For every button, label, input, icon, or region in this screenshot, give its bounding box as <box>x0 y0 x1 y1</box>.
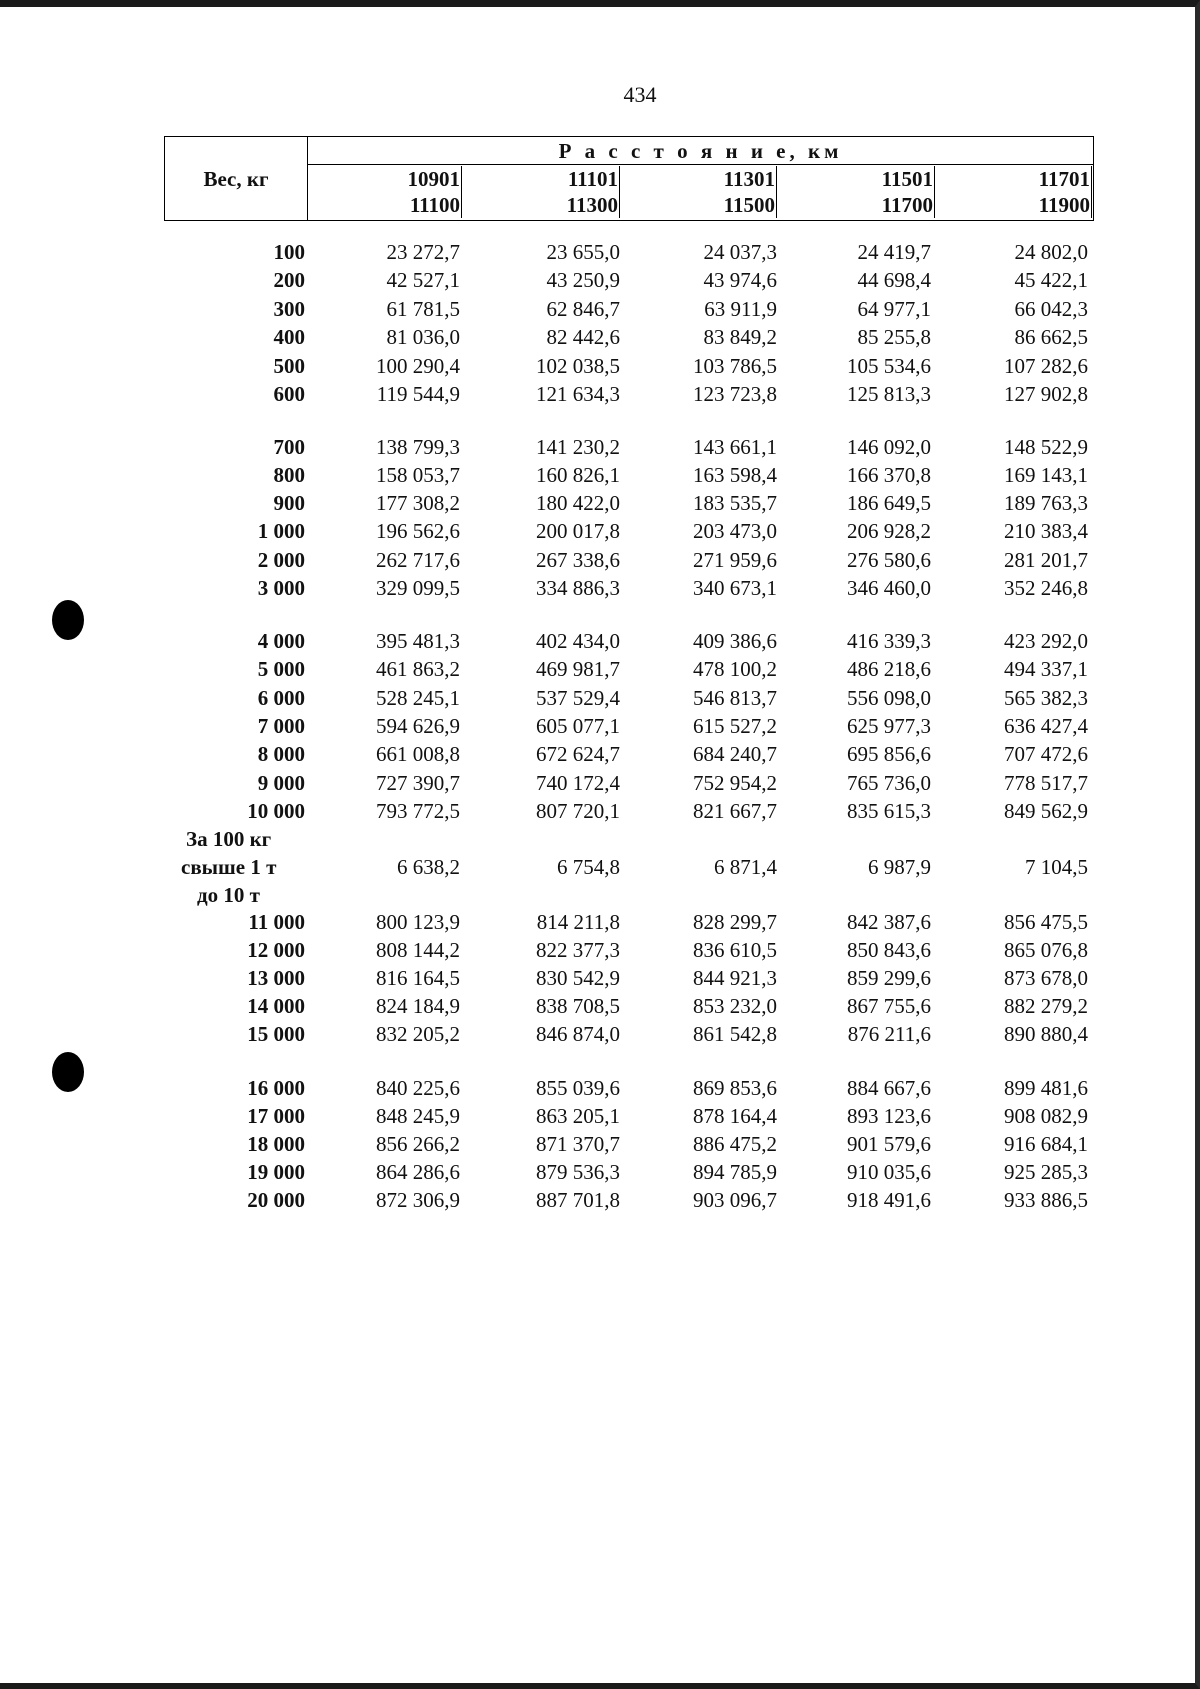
rate-cell: 727 390,7 <box>376 771 460 795</box>
range-to: 11300 <box>566 193 618 217</box>
rate-cell: 102 038,5 <box>536 354 620 378</box>
table-row <box>0 684 1200 712</box>
weight-cell: 100 <box>273 240 305 264</box>
page-number: 434 <box>623 82 657 107</box>
rate-cell: 800 123,9 <box>376 910 460 934</box>
rate-cell: 848 245,9 <box>376 1104 460 1128</box>
weight-cell: 800 <box>273 463 305 487</box>
rate-cell: 910 035,6 <box>847 1160 931 1184</box>
rate-cell: 878 164,4 <box>693 1104 777 1128</box>
weight-cell: 900 <box>273 491 305 515</box>
table-row <box>0 546 1200 574</box>
weight-cell: 4 000 <box>257 629 305 653</box>
rate-cell: 849 562,9 <box>1004 799 1088 823</box>
rate-cell: 281 201,7 <box>1004 548 1088 572</box>
rate-cell: 615 527,2 <box>693 714 777 738</box>
rate-cell: 838 708,5 <box>536 994 620 1018</box>
rate-cell: 844 921,3 <box>693 966 777 990</box>
rate-cell: 832 205,2 <box>376 1022 460 1046</box>
rate-cell: 43 974,6 <box>703 268 777 292</box>
rate-cell: 707 472,6 <box>1004 742 1088 766</box>
rate-cell: 486 218,6 <box>847 657 931 681</box>
distance-range-header <box>322 166 462 218</box>
rate-cell: 6 871,4 <box>714 855 777 879</box>
distance-header: Р а с с т о я н и е, км <box>308 137 1093 165</box>
rate-cell: 856 266,2 <box>376 1132 460 1156</box>
rate-cell: 853 232,0 <box>693 994 777 1018</box>
rate-cell: 189 763,3 <box>1004 491 1088 515</box>
range-from: 11301 <box>723 167 775 191</box>
rate-cell: 695 856,6 <box>847 742 931 766</box>
rate-cell: 346 460,0 <box>847 576 931 600</box>
rate-cell: 887 701,8 <box>536 1188 620 1212</box>
rate-cell: 44 698,4 <box>857 268 931 292</box>
rate-cell: 180 422,0 <box>536 491 620 515</box>
rate-cell: 6 754,8 <box>557 855 620 879</box>
weight-cell: 3 000 <box>257 576 305 600</box>
rate-cell: 82 442,6 <box>546 325 620 349</box>
rate-cell: 86 662,5 <box>1014 325 1088 349</box>
weight-cell: 12 000 <box>247 938 305 962</box>
rate-cell: 402 434,0 <box>536 629 620 653</box>
rate-cell: 908 082,9 <box>1004 1104 1088 1128</box>
distance-range-header <box>480 166 620 218</box>
rate-cell: 143 661,1 <box>693 435 777 459</box>
rate-cell: 840 225,6 <box>376 1076 460 1100</box>
rate-cell: 899 481,6 <box>1004 1076 1088 1100</box>
weight-cell: 2 000 <box>257 548 305 572</box>
distance-range-header <box>795 166 935 218</box>
weight-cell: 20 000 <box>247 1188 305 1212</box>
table-row <box>0 881 1200 909</box>
rate-cell: 100 290,4 <box>376 354 460 378</box>
rate-cell: 828 299,7 <box>693 910 777 934</box>
rate-cell: 105 534,6 <box>847 354 931 378</box>
weight-cell: 300 <box>273 297 305 321</box>
rate-cell: 62 846,7 <box>546 297 620 321</box>
rate-cell: 461 863,2 <box>376 657 460 681</box>
rate-cell: 45 422,1 <box>1014 268 1088 292</box>
rate-cell: 933 886,5 <box>1004 1188 1088 1212</box>
rate-cell: 423 292,0 <box>1004 629 1088 653</box>
table-row <box>0 627 1200 655</box>
rate-cell: 6 987,9 <box>868 855 931 879</box>
rate-cell: 85 255,8 <box>857 325 931 349</box>
rate-cell: 565 382,3 <box>1004 686 1088 710</box>
range-to: 11900 <box>1038 193 1090 217</box>
table-row <box>0 769 1200 797</box>
rate-cell: 884 667,6 <box>847 1076 931 1100</box>
rate-cell: 816 164,5 <box>376 966 460 990</box>
rate-cell: 334 886,3 <box>536 576 620 600</box>
rate-cell: 636 427,4 <box>1004 714 1088 738</box>
rate-cell: 855 039,6 <box>536 1076 620 1100</box>
rate-cell: 863 205,1 <box>536 1104 620 1128</box>
rate-cell: 203 473,0 <box>693 519 777 543</box>
table-row <box>0 1102 1200 1130</box>
rate-cell: 793 772,5 <box>376 799 460 823</box>
range-to: 11500 <box>723 193 775 217</box>
rate-cell: 107 282,6 <box>1004 354 1088 378</box>
rate-cell: 850 843,6 <box>847 938 931 962</box>
rate-cell: 869 853,6 <box>693 1076 777 1100</box>
rate-cell: 556 098,0 <box>847 686 931 710</box>
rate-cell: 127 902,8 <box>1004 382 1088 406</box>
rate-cell: 537 529,4 <box>536 686 620 710</box>
weight-cell: 700 <box>273 435 305 459</box>
table-row <box>0 461 1200 489</box>
rate-cell: 63 911,9 <box>704 297 777 321</box>
rate-cell: 409 386,6 <box>693 629 777 653</box>
rate-cell: 6 638,2 <box>397 855 460 879</box>
table-row <box>0 266 1200 294</box>
rate-cell: 925 285,3 <box>1004 1160 1088 1184</box>
rate-cell: 83 849,2 <box>703 325 777 349</box>
table-row <box>0 517 1200 545</box>
rate-cell: 138 799,3 <box>376 435 460 459</box>
rate-cell: 808 144,2 <box>376 938 460 962</box>
punch-hole <box>52 1052 84 1092</box>
weight-cell: 19 000 <box>247 1160 305 1184</box>
rate-cell: 836 610,5 <box>693 938 777 962</box>
distance-range-header <box>952 166 1092 218</box>
rate-cell: 876 211,6 <box>847 1022 931 1046</box>
rate-cell: 752 954,2 <box>693 771 777 795</box>
weight-cell: 1 000 <box>257 519 305 543</box>
range-from: 11701 <box>1038 167 1090 191</box>
distance-range-header <box>637 166 777 218</box>
rate-cell: 814 211,8 <box>536 910 620 934</box>
rate-cell: 23 655,0 <box>546 240 620 264</box>
rate-cell: 864 286,6 <box>376 1160 460 1184</box>
rate-cell: 672 624,7 <box>536 742 620 766</box>
rate-cell: 166 370,8 <box>847 463 931 487</box>
rate-cell: 494 337,1 <box>1004 657 1088 681</box>
rate-cell: 821 667,7 <box>693 799 777 823</box>
rate-cell: 867 755,6 <box>847 994 931 1018</box>
rate-cell: 352 246,8 <box>1004 576 1088 600</box>
range-from: 11501 <box>881 167 933 191</box>
table-row <box>0 1186 1200 1214</box>
rate-cell: 186 649,5 <box>847 491 931 515</box>
rate-cell: 865 076,8 <box>1004 938 1088 962</box>
rate-cell: 778 517,7 <box>1004 771 1088 795</box>
rate-cell: 81 036,0 <box>386 325 460 349</box>
rate-cell: 160 826,1 <box>536 463 620 487</box>
weight-cell: 600 <box>273 382 305 406</box>
rate-cell: 64 977,1 <box>857 297 931 321</box>
rate-cell: 148 522,9 <box>1004 435 1088 459</box>
table-row <box>0 433 1200 461</box>
rate-cell: 123 723,8 <box>693 382 777 406</box>
rate-cell: 103 786,5 <box>693 354 777 378</box>
weight-cell: 16 000 <box>247 1076 305 1100</box>
weight-cell: За 100 кг <box>186 827 272 851</box>
weight-cell: 9 000 <box>257 771 305 795</box>
rate-cell: 846 874,0 <box>536 1022 620 1046</box>
table-row <box>0 380 1200 408</box>
rate-cell: 835 615,3 <box>847 799 931 823</box>
rate-cell: 24 037,3 <box>703 240 777 264</box>
rate-cell: 66 042,3 <box>1014 297 1088 321</box>
weight-cell: 10 000 <box>247 799 305 823</box>
rate-cell: 271 959,6 <box>693 548 777 572</box>
punch-hole <box>52 600 84 640</box>
rate-cell: 903 096,7 <box>693 1188 777 1212</box>
rate-cell: 61 781,5 <box>386 297 460 321</box>
rate-cell: 901 579,6 <box>847 1132 931 1156</box>
rate-cell: 146 092,0 <box>847 435 931 459</box>
rate-cell: 141 230,2 <box>536 435 620 459</box>
table-row <box>0 295 1200 323</box>
rate-cell: 23 272,7 <box>386 240 460 264</box>
weight-cell: до 10 т <box>197 883 260 907</box>
table-row <box>0 1074 1200 1102</box>
rate-cell: 872 306,9 <box>376 1188 460 1212</box>
table-row <box>0 655 1200 683</box>
rate-cell: 196 562,6 <box>376 519 460 543</box>
weight-cell: 200 <box>273 268 305 292</box>
rate-cell: 158 053,7 <box>376 463 460 487</box>
table-row <box>0 323 1200 351</box>
rate-cell: 169 143,1 <box>1004 463 1088 487</box>
table-row <box>0 825 1200 853</box>
table-row <box>0 992 1200 1020</box>
rate-cell: 842 387,6 <box>847 910 931 934</box>
weight-cell: 7 000 <box>257 714 305 738</box>
rate-cell: 916 684,1 <box>1004 1132 1088 1156</box>
weight-cell: 6 000 <box>257 686 305 710</box>
rate-cell: 200 017,8 <box>536 519 620 543</box>
rate-cell: 918 491,6 <box>847 1188 931 1212</box>
table-row <box>0 238 1200 266</box>
rate-cell: 119 544,9 <box>376 382 460 406</box>
rate-cell: 276 580,6 <box>847 548 931 572</box>
rate-cell: 7 104,5 <box>1025 855 1088 879</box>
rate-cell: 807 720,1 <box>536 799 620 823</box>
rate-cell: 163 598,4 <box>693 463 777 487</box>
rate-cell: 177 308,2 <box>376 491 460 515</box>
weight-cell: 8 000 <box>257 742 305 766</box>
rate-cell: 893 123,6 <box>847 1104 931 1128</box>
rate-cell: 890 880,4 <box>1004 1022 1088 1046</box>
table-row <box>0 853 1200 881</box>
rate-cell: 395 481,3 <box>376 629 460 653</box>
rate-cell: 24 802,0 <box>1014 240 1088 264</box>
rate-cell: 661 008,8 <box>376 742 460 766</box>
rate-cell: 478 100,2 <box>693 657 777 681</box>
table-row <box>0 489 1200 517</box>
weight-cell: 500 <box>273 354 305 378</box>
weight-cell: 5 000 <box>257 657 305 681</box>
weight-cell: 400 <box>273 325 305 349</box>
rate-cell: 871 370,7 <box>536 1132 620 1156</box>
table-row <box>0 1130 1200 1158</box>
rate-cell: 210 383,4 <box>1004 519 1088 543</box>
weight-cell: 14 000 <box>247 994 305 1018</box>
rate-cell: 822 377,3 <box>536 938 620 962</box>
table-row <box>0 908 1200 936</box>
rate-cell: 765 736,0 <box>847 771 931 795</box>
rate-cell: 882 279,2 <box>1004 994 1088 1018</box>
rate-cell: 125 813,3 <box>847 382 931 406</box>
range-from: 11101 <box>567 167 618 191</box>
rate-cell: 43 250,9 <box>546 268 620 292</box>
rate-cell: 267 338,6 <box>536 548 620 572</box>
rate-cell: 24 419,7 <box>857 240 931 264</box>
weight-cell: 17 000 <box>247 1104 305 1128</box>
rate-cell: 340 673,1 <box>693 576 777 600</box>
table-row <box>0 936 1200 964</box>
rate-cell: 684 240,7 <box>693 742 777 766</box>
table-row <box>0 574 1200 602</box>
range-to: 11700 <box>881 193 933 217</box>
rate-cell: 824 184,9 <box>376 994 460 1018</box>
weight-cell: 15 000 <box>247 1022 305 1046</box>
table-row <box>0 964 1200 992</box>
rate-cell: 262 717,6 <box>376 548 460 572</box>
rate-cell: 42 527,1 <box>386 268 460 292</box>
rate-cell: 740 172,4 <box>536 771 620 795</box>
rate-cell: 830 542,9 <box>536 966 620 990</box>
rate-cell: 859 299,6 <box>847 966 931 990</box>
rate-cell: 605 077,1 <box>536 714 620 738</box>
rate-cell: 886 475,2 <box>693 1132 777 1156</box>
rate-cell: 894 785,9 <box>693 1160 777 1184</box>
rate-cell: 528 245,1 <box>376 686 460 710</box>
table-row <box>0 352 1200 380</box>
rate-cell: 546 813,7 <box>693 686 777 710</box>
weight-cell: 18 000 <box>247 1132 305 1156</box>
rate-cell: 329 099,5 <box>376 576 460 600</box>
rate-cell: 861 542,8 <box>693 1022 777 1046</box>
range-from: 10901 <box>407 167 460 191</box>
rate-cell: 206 928,2 <box>847 519 931 543</box>
table-row <box>0 712 1200 740</box>
table-row <box>0 1158 1200 1186</box>
rate-cell: 625 977,3 <box>847 714 931 738</box>
rate-cell: 856 475,5 <box>1004 910 1088 934</box>
table-row <box>0 797 1200 825</box>
weight-column-header: Вес, кг <box>165 137 308 220</box>
rate-cell: 416 339,3 <box>847 629 931 653</box>
rate-cell: 594 626,9 <box>376 714 460 738</box>
rate-cell: 121 634,3 <box>536 382 620 406</box>
rate-cell: 873 678,0 <box>1004 966 1088 990</box>
weight-cell: 11 000 <box>248 910 305 934</box>
rate-cell: 183 535,7 <box>693 491 777 515</box>
table-row <box>0 1020 1200 1048</box>
rate-cell: 879 536,3 <box>536 1160 620 1184</box>
range-to: 11100 <box>409 193 460 217</box>
weight-cell: свыше 1 т <box>181 855 277 879</box>
table-row <box>0 740 1200 768</box>
rate-cell: 469 981,7 <box>536 657 620 681</box>
weight-cell: 13 000 <box>247 966 305 990</box>
